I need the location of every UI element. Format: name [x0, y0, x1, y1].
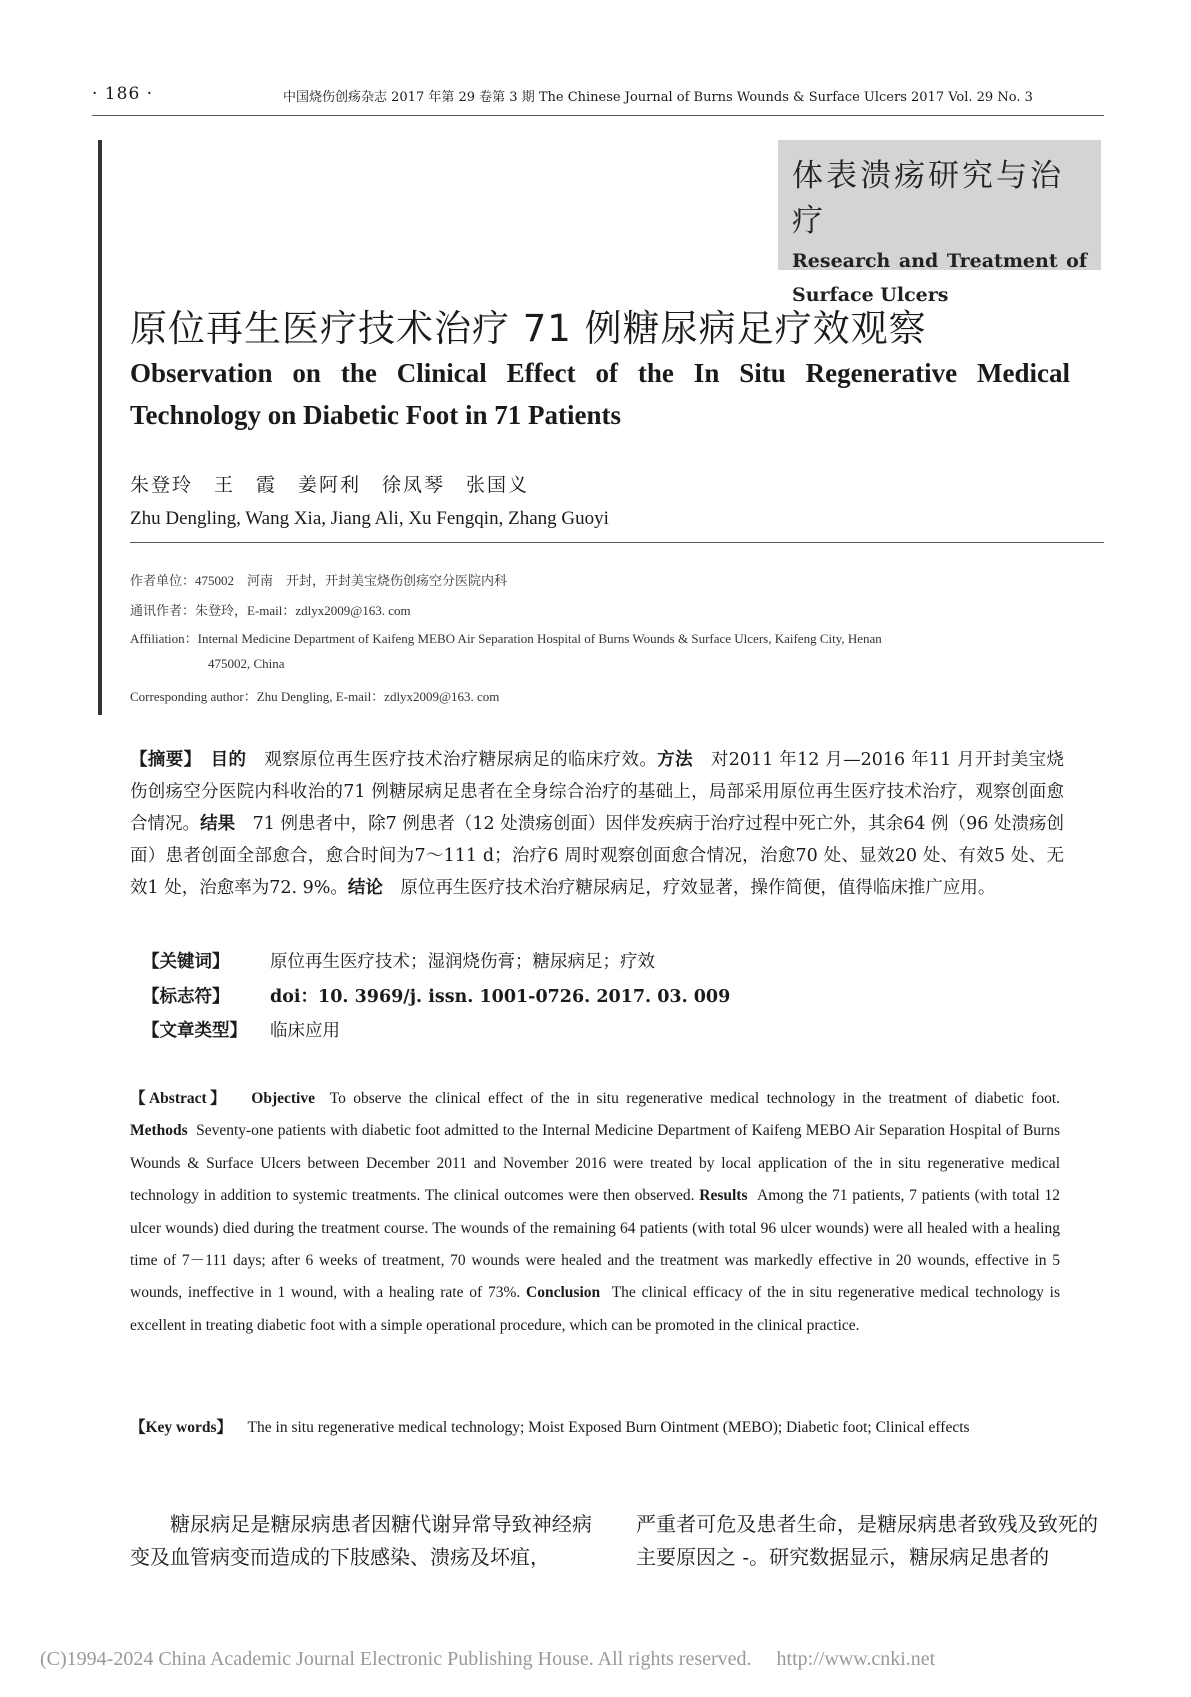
- abstract-cn-results: 71 例患者中，除7 例患者（12 处溃疡创面）因伴发疾病于治疗过程中死亡外，其余64 例（96 处溃疡创面）患者创面全部愈合，愈合时间为7～111 d；治疗6 周时观察创面愈合情况，治愈70 处、显效20 处、有效5 处、无效1 处，治愈率为72. 9%。: [130, 814, 1065, 898]
- keywords-cn-value: 原位再生医疗技术；湿润烧伤膏；糖尿病足；疗效: [270, 952, 655, 972]
- doi-label: 【标志符】: [142, 987, 230, 1007]
- title-cn: 原位再生医疗技术治疗 71 例糖尿病足疗效观察: [130, 307, 927, 350]
- abstract-en-methods-label: Methods: [130, 1122, 188, 1140]
- abstract-en-objective-label: Objective: [251, 1090, 315, 1107]
- abstract-cn-methods-label: 方法: [657, 750, 694, 770]
- keywords-cn-label: 【关键词】: [142, 952, 230, 972]
- abstract-cn-results-label: 结果: [200, 814, 236, 834]
- body-text-right-column: 严重者可危及患者生命，是糖尿病患者致残及致死的主要原因之 -。研究数据显示，糖尿病足患者的: [636, 1512, 1098, 1569]
- abstract-en-label: 【Abstract】: [130, 1090, 230, 1107]
- abstract-cn: [130, 744, 1064, 904]
- article-type-label: 【文章类型】: [142, 1021, 247, 1041]
- article-type-value: 临床应用: [270, 1021, 340, 1041]
- abstract-cn-label: 【摘要】: [130, 750, 193, 770]
- running-head: 中国烧伤创疡杂志 2017 年第 29 卷第 3 期 The Chinese Journal of Burns Wounds & Surface Ulcers 2017 Vol. 29 No. 3: [283, 90, 1033, 105]
- side-bar: [98, 140, 102, 715]
- article-type-row: [142, 1017, 340, 1042]
- column-label-cn: 体表溃疡研究与治疗: [792, 158, 1064, 239]
- abstract-cn-conclusion-label: 结论: [347, 878, 383, 898]
- authors-rule: [130, 542, 1104, 543]
- title-en: Observation on the Clinical Effect of the In Situ Regenerative Medical Technology on Diabetic Foot in 71 Patients: [130, 358, 1070, 430]
- corresponding-author-cn: 通讯作者：朱登玲，E-mail：zdlyx2009@163. com: [130, 603, 411, 618]
- body-text-left-column: 糖尿病足是糖尿病患者因糖代谢异常导致神经病变及血管病变而造成的下肢感染、溃疡及坏疽，: [130, 1512, 592, 1569]
- copyright-footer: (C)1994-2024 China Academic Journal Electronic Publishing House. All rights reserved. http://www.cnki.net: [40, 1648, 936, 1670]
- doi-value: doi：10. 3969/j. issn. 1001-0726. 2017. 03. 009: [270, 987, 731, 1007]
- page-number: · 186 ·: [92, 84, 154, 104]
- abstract-en-conclusion-label: Conclusion: [526, 1284, 601, 1302]
- keywords-en: [130, 1412, 1060, 1444]
- abstract-cn-objective-label: 目的: [210, 750, 247, 770]
- abstract-cn-methods: 对2011 年12 月—2016 年11 月开封美宝烧伤创疡空分医院内科收治的71 例糖尿病足患者在全身综合治疗的基础上，局部采用原位再生医疗技术治疗，观察创面愈合情况。: [130, 750, 1065, 834]
- abstract-cn-conclusion: 原位再生医疗技术治疗糖尿病足，疗效显著，操作简便，值得临床推广应用。: [400, 878, 996, 898]
- abstract-en-results-label: Results: [699, 1187, 748, 1205]
- authors-en: Zhu Dengling, Wang Xia, Jiang Ali, Xu Fengqin, Zhang Guoyi: [130, 508, 609, 529]
- affiliation-en-line2: 475002, China: [208, 656, 285, 671]
- abstract-en: [130, 1083, 1060, 1342]
- doi-row: [142, 983, 730, 1008]
- abstract-en-conclusion: The clinical efficacy of the in situ regenerative medical technology is excellent in treating diabetic foot with a simple operational procedure, which can be promoted in the clinical practice.: [130, 1284, 1060, 1334]
- abstract-en-results: Among the 71 patients, 7 patients (with total 12 ulcer wounds) died during the treatment course. The wounds of the remaining 64 patients (with total 96 ulcer wounds) were all healed with a healing time of 7－111 days; after 6 weeks of treatment, 70 wounds were healed and the treatment was markedly effective in 20 wounds, effective in 5 wounds, ineffective in 1 wound, with a healing rate of 73%.: [130, 1187, 1061, 1302]
- column-label-box: [778, 140, 1101, 306]
- keywords-en-label: 【Key words】: [130, 1419, 233, 1436]
- affiliation-cn: 作者单位：475002 河南 开封，开封美宝烧伤创疡空分医院内科: [130, 573, 508, 588]
- affiliation-en-line1: Affiliation：Internal Medicine Department of Kaifeng MEBO Air Separation Hospital of Burns Wounds & Surface Ulcers, Kaifeng City, Henan: [130, 631, 882, 646]
- keywords-cn-row: [142, 948, 655, 973]
- header-rule: [92, 115, 1104, 116]
- corresponding-author-en: Corresponding author：Zhu Dengling, E-mail：zdlyx2009@163. com: [130, 689, 500, 704]
- abstract-en-methods: Seventy-one patients with diabetic foot admitted to the Internal Medicine Department of Kaifeng MEBO Air Separation Hospital of Burns Wounds & Surface Ulcers between December 2011 and November 2016 were treated by local application of the in situ regenerative medical technology in addition to systemic treatments. The clinical outcomes were then observed.: [130, 1122, 1061, 1205]
- column-label-en: Research and Treatment of Surface Ulcers: [792, 250, 1087, 306]
- abstract-cn-objective: 观察原位再生医疗技术治疗糖尿病足的临床疗效。: [264, 750, 658, 770]
- authors-cn: 朱登玲 王 霞 姜阿利 徐凤琴 张国义: [130, 474, 530, 496]
- abstract-en-objective: To observe the clinical effect of the in situ regenerative medical technology in the treatment of diabetic foot.: [329, 1090, 1061, 1107]
- keywords-en-value: The in situ regenerative medical technology; Moist Exposed Burn Ointment (MEBO); Diabetic foot; Clinical effects: [247, 1419, 970, 1436]
